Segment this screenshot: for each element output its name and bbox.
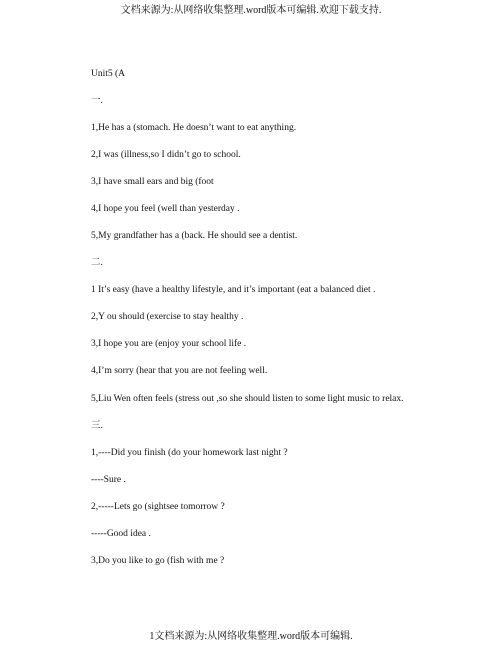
exercise-line: 4,I hope you feel (well than yesterday . [91,204,240,214]
exercise-line: 3,Do you like to go (fish with me ? [91,556,225,566]
exercise-line: -----Good idea . [91,529,151,539]
exercise-line: 2,Y ou should (exercise to stay healthy . [91,312,244,322]
exercise-line: 5,Liu Wen often feels (stress out ,so she should listen to some light music to relax. [91,394,404,404]
exercise-line: ----Sure . [91,475,126,485]
section-2-marker: 二. [91,258,103,268]
exercise-line: 3,I have small ears and big (foot [91,177,214,187]
section-1-marker: 一. [91,96,103,106]
exercise-line: 1 It’s easy (have a healthy lifestyle, and it’s important (eat a balanced diet . [91,285,376,295]
exercise-line: 1,He has a (stomach. He doesn’t want to eat anything. [91,123,297,133]
exercise-line: 1,----Did you finish (do your homework last night ? [91,448,288,458]
page-footer: 1文档来源为:从网络收集整理.word版本可编辑. [149,631,353,642]
page-header: 文档来源为:从网络收集整理.word版本可编辑.欢迎下载支持. [120,5,382,16]
unit-title: Unit5 (A [91,69,126,79]
section-3-marker: 三. [91,421,103,431]
exercise-line: 2,-----Lets go (sightsee tomorrow ? [91,502,225,512]
exercise-line: 5,My grandfather has a (back. He should see a dentist. [91,231,298,241]
exercise-line: 2,I was (illness,so I didn’t go to school. [91,150,241,160]
exercise-line: 4,I’m sorry (hear that you are not feeling well. [91,366,268,376]
exercise-line: 3,I hope you are (enjoy your school life . [91,339,247,349]
